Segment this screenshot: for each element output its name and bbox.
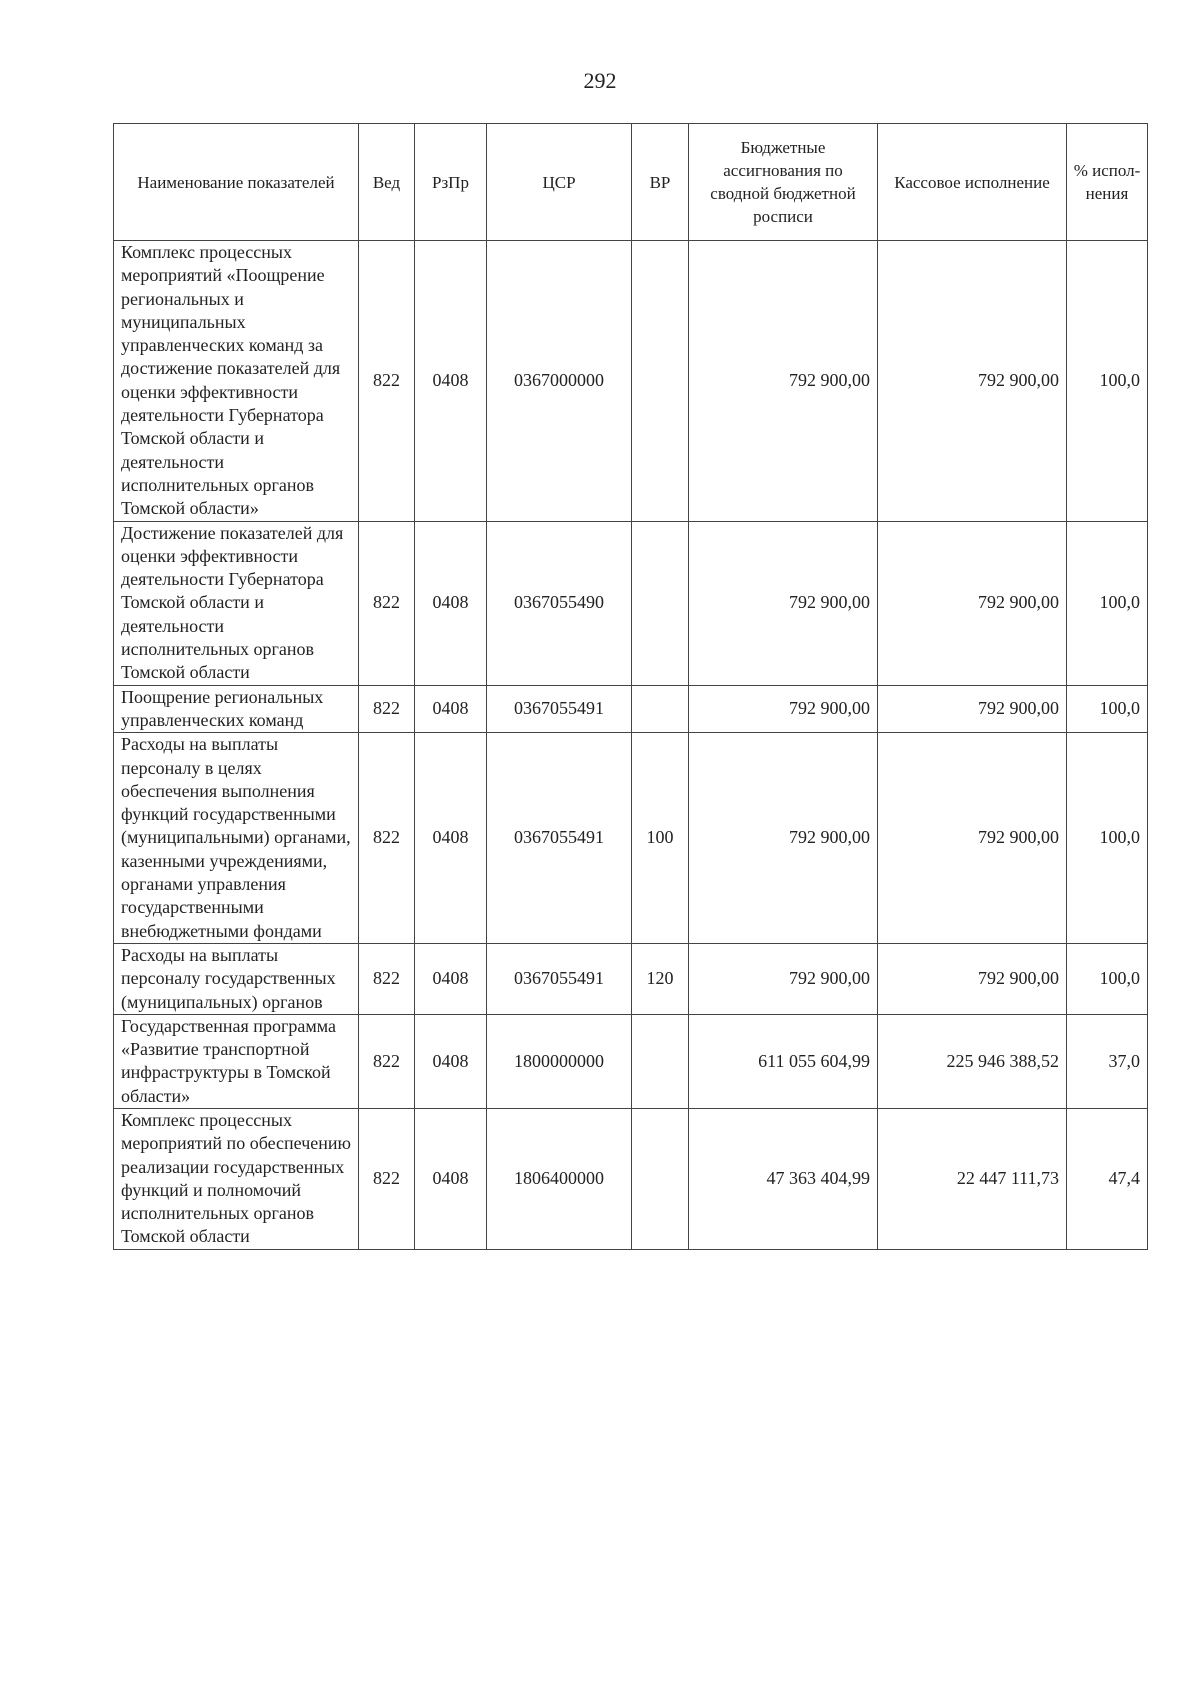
row-ved: 822	[359, 943, 415, 1014]
row-budget: 792 900,00	[689, 685, 878, 733]
row-ved: 822	[359, 1108, 415, 1249]
row-budget: 792 900,00	[689, 943, 878, 1014]
row-budget: 792 900,00	[689, 521, 878, 685]
header-rzpr: РзПр	[415, 124, 487, 241]
row-cash: 225 946 388,52	[878, 1014, 1067, 1108]
header-cash-execution: Кассовое исполнение	[878, 124, 1067, 241]
table-row	[114, 521, 1148, 685]
row-csr: 0367055491	[487, 943, 632, 1014]
row-vr	[632, 1108, 689, 1249]
row-rzpr: 0408	[415, 521, 487, 685]
row-ved: 822	[359, 241, 415, 522]
header-vr: ВР	[632, 124, 689, 241]
row-ved: 822	[359, 685, 415, 733]
row-cash: 792 900,00	[878, 521, 1067, 685]
row-vr	[632, 1014, 689, 1108]
row-cash: 792 900,00	[878, 241, 1067, 522]
row-percent: 100,0	[1067, 733, 1148, 944]
row-percent: 47,4	[1067, 1108, 1148, 1249]
table-row	[114, 1014, 1148, 1108]
page-number: 292	[583, 68, 617, 93]
table-row	[114, 685, 1148, 733]
table-header-row	[114, 124, 1148, 241]
row-csr: 1800000000	[487, 1014, 632, 1108]
table-row	[114, 1108, 1148, 1249]
table-row	[114, 733, 1148, 944]
row-rzpr: 0408	[415, 241, 487, 522]
row-name: Расходы на выплаты персоналу в целях обеспечения выполнения функций государственными (муниципальными) органами, казенными учреждениями, органами управления государственными внебюджетными фондами	[114, 733, 359, 944]
table-row	[114, 241, 1148, 522]
row-ved: 822	[359, 733, 415, 944]
row-cash: 792 900,00	[878, 943, 1067, 1014]
row-percent: 100,0	[1067, 521, 1148, 685]
row-name: Государственная программа «Развитие транспортной инфраструктуры в Томской области»	[114, 1014, 359, 1108]
header-budget-allocations: Бюджетные ассигнования по сводной бюджетной росписи	[689, 124, 878, 241]
row-name: Комплекс процессных мероприятий «Поощрение региональных и муниципальных управленческих команд за достижение показателей для оценки эффективности деятельности Губернатора Томской области и деятельности исполнительных органов Томской области»	[114, 241, 359, 522]
header-indicator-name: Наименование показателей	[114, 124, 359, 241]
row-csr: 0367055491	[487, 685, 632, 733]
row-budget: 792 900,00	[689, 241, 878, 522]
header-csr: ЦСР	[487, 124, 632, 241]
table-row	[114, 943, 1148, 1014]
row-rzpr: 0408	[415, 1014, 487, 1108]
row-percent: 100,0	[1067, 241, 1148, 522]
row-rzpr: 0408	[415, 943, 487, 1014]
row-percent: 37,0	[1067, 1014, 1148, 1108]
row-csr: 0367055491	[487, 733, 632, 944]
row-vr	[632, 241, 689, 522]
row-name: Расходы на выплаты персоналу государственных (муниципальных) органов	[114, 943, 359, 1014]
row-name: Поощрение региональных управленческих команд	[114, 685, 359, 733]
row-rzpr: 0408	[415, 1108, 487, 1249]
header-ved: Вед	[359, 124, 415, 241]
header-execution-percent: % испол-нения	[1067, 124, 1148, 241]
row-ved: 822	[359, 1014, 415, 1108]
row-percent: 100,0	[1067, 685, 1148, 733]
row-csr: 0367000000	[487, 241, 632, 522]
row-ved: 822	[359, 521, 415, 685]
row-cash: 792 900,00	[878, 685, 1067, 733]
row-vr	[632, 685, 689, 733]
budget-execution-table	[113, 123, 1148, 1250]
row-rzpr: 0408	[415, 685, 487, 733]
row-budget: 611 055 604,99	[689, 1014, 878, 1108]
row-csr: 1806400000	[487, 1108, 632, 1249]
row-name: Комплекс процессных мероприятий по обеспечению реализации государственных функций и полномочий исполнительных органов Томской области	[114, 1108, 359, 1249]
row-rzpr: 0408	[415, 733, 487, 944]
row-csr: 0367055490	[487, 521, 632, 685]
row-budget: 47 363 404,99	[689, 1108, 878, 1249]
row-name: Достижение показателей для оценки эффективности деятельности Губернатора Томской области и деятельности исполнительных органов Томской области	[114, 521, 359, 685]
row-cash: 792 900,00	[878, 733, 1067, 944]
row-budget: 792 900,00	[689, 733, 878, 944]
row-percent: 100,0	[1067, 943, 1148, 1014]
row-cash: 22 447 111,73	[878, 1108, 1067, 1249]
row-vr: 100	[632, 733, 689, 944]
row-vr	[632, 521, 689, 685]
row-vr: 120	[632, 943, 689, 1014]
